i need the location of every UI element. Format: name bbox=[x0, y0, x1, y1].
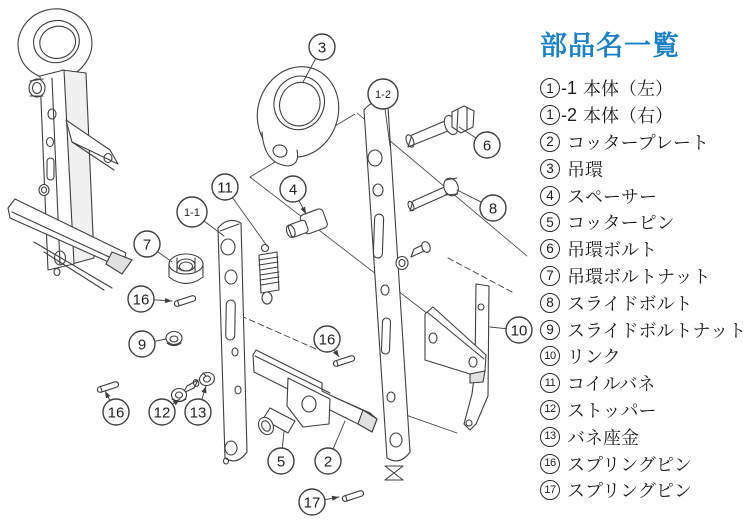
callout-label: 1-1 bbox=[184, 207, 200, 219]
callout-leader bbox=[333, 421, 345, 449]
part-name: 本体（左） bbox=[583, 79, 674, 100]
callout-label: 2 bbox=[323, 453, 333, 471]
part-name: 吊環 bbox=[567, 159, 603, 180]
part-number-circle: 1 bbox=[540, 78, 560, 98]
part-number-circle: 6 bbox=[540, 239, 560, 259]
parts-list-item bbox=[540, 289, 750, 316]
parts-list-item bbox=[540, 75, 750, 102]
part-name: 吊環ボルトナット bbox=[567, 266, 711, 287]
part-number-circle: 9 bbox=[540, 320, 560, 340]
part-name: リンク bbox=[567, 347, 621, 368]
part-number-suffix: -1 bbox=[561, 77, 578, 98]
part-number-circle: 5 bbox=[540, 212, 560, 232]
parts-panel bbox=[538, 24, 750, 504]
part-number-circle: 4 bbox=[540, 186, 560, 206]
callout-label: 13 bbox=[189, 404, 207, 422]
part-number-circle: 11 bbox=[540, 373, 560, 393]
part-name: ストッパー bbox=[567, 400, 657, 421]
parts-list-item bbox=[540, 182, 750, 209]
callout-label: 6 bbox=[482, 137, 492, 155]
part-number-circle: 16 bbox=[540, 454, 560, 474]
parts-list-item bbox=[540, 236, 750, 263]
parts-list bbox=[540, 75, 750, 504]
part-name: スプリングピン bbox=[567, 454, 692, 475]
callout-label: 3 bbox=[317, 39, 327, 57]
part-name: スライドボルトナット bbox=[567, 320, 747, 341]
callout-label: 9 bbox=[137, 336, 147, 354]
parts-list-item bbox=[540, 263, 750, 290]
leader-arrowhead bbox=[332, 496, 339, 501]
part-slide-bolt-nut bbox=[166, 332, 182, 346]
part-stopper bbox=[172, 379, 200, 402]
part-spring-pin-17 bbox=[342, 490, 365, 502]
callout-label: 11 bbox=[217, 179, 233, 197]
part-link bbox=[425, 284, 489, 430]
part-lifting-eye bbox=[245, 55, 352, 169]
parts-list-item bbox=[540, 155, 750, 182]
assembled-eye-bolt bbox=[29, 79, 45, 97]
leader-arrowhead bbox=[165, 298, 172, 303]
callout-label: 4 bbox=[288, 181, 298, 199]
callout-label: 8 bbox=[488, 200, 498, 218]
callout-label: 7 bbox=[142, 236, 152, 254]
part-number-circle: 17 bbox=[540, 480, 560, 500]
callout-label: 16 bbox=[107, 404, 125, 422]
parts-list-item bbox=[540, 316, 750, 343]
part-name: バネ座金 bbox=[567, 427, 639, 448]
part-spring-pin-16b bbox=[97, 381, 120, 393]
part-spring-pin-16c bbox=[333, 355, 356, 367]
part-number-circle: 3 bbox=[540, 159, 560, 179]
part-number-circle: 2 bbox=[540, 132, 560, 152]
part-number-suffix: -2 bbox=[561, 104, 578, 125]
part-coil-spring bbox=[259, 245, 279, 305]
part-number-circle: 7 bbox=[540, 266, 560, 286]
callout-leader bbox=[155, 339, 166, 341]
parts-list-item bbox=[540, 209, 750, 236]
part-name: 吊環ボルト bbox=[567, 240, 657, 261]
callout-label: 17 bbox=[303, 494, 321, 512]
part-body-left bbox=[218, 220, 247, 464]
part-name: スライドボルト bbox=[567, 293, 693, 314]
parts-list-item bbox=[540, 370, 750, 397]
part-stud-and-nut bbox=[396, 240, 432, 269]
callout-label: 1-2 bbox=[375, 89, 391, 101]
part-cotter-pin bbox=[256, 408, 295, 437]
panel-title: 部品名一覧 bbox=[540, 31, 680, 61]
leader-arrowhead bbox=[105, 391, 111, 398]
leader-arrowhead bbox=[201, 386, 206, 393]
callout-label: 10 bbox=[510, 322, 528, 340]
part-name: コッタープレート bbox=[567, 132, 710, 153]
part-name: スプリングピン bbox=[567, 481, 692, 502]
parts-list-item bbox=[540, 102, 750, 129]
callout-leader bbox=[158, 252, 172, 262]
callout-label: 5 bbox=[276, 453, 286, 471]
callout-label: 16 bbox=[318, 331, 336, 349]
parts-list-item bbox=[540, 477, 750, 504]
part-number-circle: 13 bbox=[540, 427, 560, 447]
part-number-circle: 12 bbox=[540, 400, 560, 420]
part-name: 本体（右） bbox=[583, 106, 674, 127]
part-spring-washer bbox=[198, 371, 216, 387]
part-number-circle: 10 bbox=[540, 346, 560, 366]
part-name: スペーサー bbox=[567, 186, 657, 207]
part-eye-bolt bbox=[404, 106, 474, 148]
part-name: コイルバネ bbox=[567, 374, 656, 395]
part-number-circle: 1 bbox=[540, 105, 560, 125]
assembled-clamp-drawing bbox=[8, 1, 132, 290]
callout-label: 12 bbox=[153, 404, 171, 422]
part-name: コッターピン bbox=[567, 213, 675, 234]
leader-arrowhead bbox=[300, 207, 306, 214]
callout-leader bbox=[282, 431, 284, 448]
part-slide-bolt bbox=[407, 176, 461, 212]
parts-list-item bbox=[540, 129, 750, 156]
parts-list-item bbox=[540, 450, 750, 477]
parts-list-item bbox=[540, 423, 750, 450]
parts-list-item bbox=[540, 343, 750, 370]
callout-leader bbox=[490, 327, 506, 329]
part-eye-bolt-nut bbox=[169, 254, 203, 284]
part-spring-pin-16a bbox=[174, 295, 197, 307]
callout-label: 16 bbox=[132, 291, 150, 309]
part-number-circle: 8 bbox=[540, 293, 560, 313]
parts-list-item bbox=[540, 397, 750, 424]
